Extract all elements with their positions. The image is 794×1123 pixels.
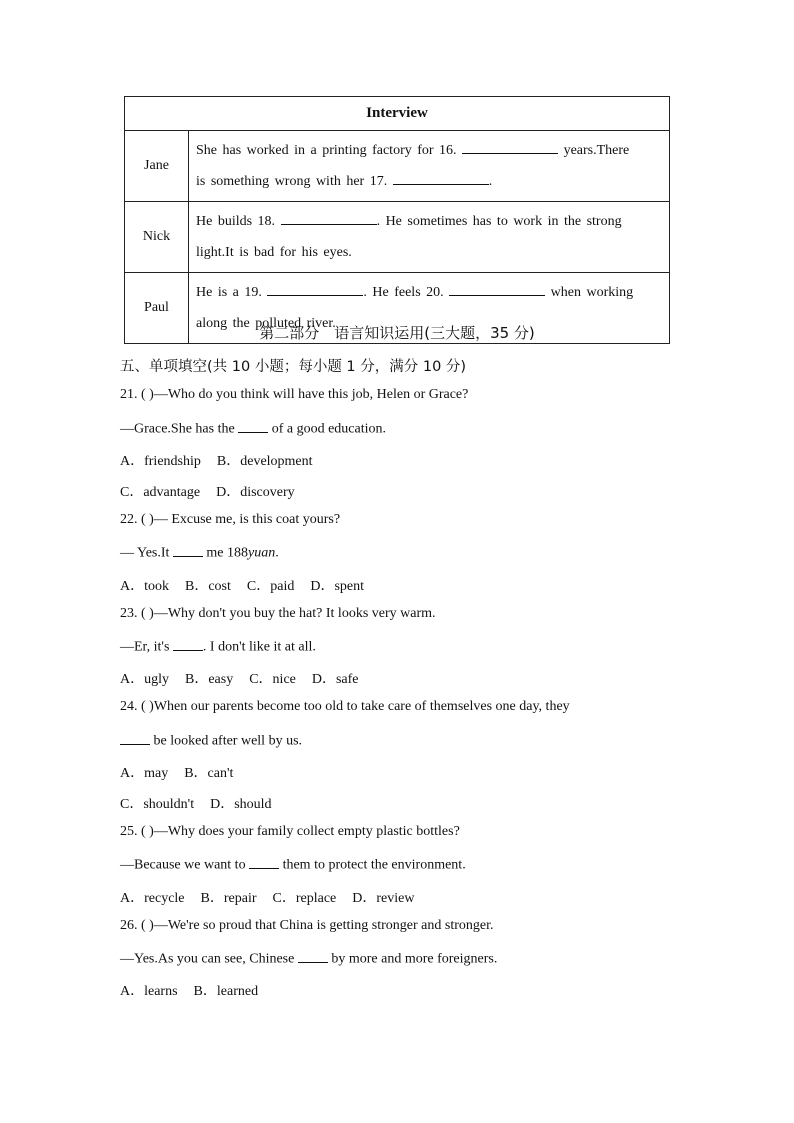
text: . I don't like it at all.	[202, 639, 316, 655]
text: She has worked in a printing factory for 16.	[196, 143, 457, 158]
row-name: Nick	[125, 202, 189, 273]
text: . He feels 20.	[363, 285, 444, 300]
option-c: C．advantage	[120, 485, 201, 500]
option-d: D．safe	[311, 672, 359, 687]
text: along the polluted river.	[196, 316, 336, 331]
row-name: Jane	[125, 131, 189, 202]
answer-blank-17	[393, 171, 489, 185]
question-21-stem: 21. ( )—Who do you think will have this job, Helen or Grace?	[120, 387, 469, 402]
option-b: B．learned	[193, 984, 259, 999]
question-22-stem: 22. ( )— Excuse me, is this coat yours?	[120, 512, 341, 527]
option-a: A．took	[120, 579, 169, 594]
answer-blank	[173, 637, 203, 651]
option-b: B．repair	[200, 891, 257, 906]
table-title: Interview	[125, 97, 670, 131]
option-b: B．cost	[185, 579, 231, 594]
part-title: 第二部分 语言知识运用(三大题，35 分)	[259, 324, 535, 342]
question-24-stem: 24. ( )When our parents become too old to take care of themselves one day, they	[120, 699, 570, 714]
question-25-options	[120, 887, 672, 907]
text: .	[488, 174, 493, 189]
text: —Er, it's	[120, 639, 170, 655]
answer-blank	[298, 949, 328, 963]
question-21-options	[120, 481, 672, 501]
answer-blank	[173, 543, 203, 557]
text: light.It is bad for his eyes.	[196, 245, 352, 260]
row-content	[189, 202, 670, 273]
answer-blank	[120, 731, 150, 745]
row-content	[189, 131, 670, 202]
option-b: B．can't	[184, 766, 234, 781]
option-a: A．may	[120, 766, 169, 781]
text: He builds 18.	[196, 214, 276, 229]
text: He is a 19.	[196, 285, 262, 300]
interview-table	[124, 96, 670, 344]
option-a: A．recycle	[120, 891, 185, 906]
option-c: C．replace	[272, 891, 337, 906]
question-22-line2	[120, 543, 672, 562]
text: is something wrong with her 17.	[196, 174, 388, 189]
option-d: D．should	[210, 797, 272, 812]
question-23-stem: 23. ( )—Why don't you buy the hat? It looks very warm.	[120, 606, 436, 621]
question-23-options	[120, 668, 672, 688]
question-25-line2	[120, 855, 672, 874]
option-a: A．learns	[120, 984, 178, 999]
text: them to protect the environment.	[282, 857, 466, 873]
question-23-line2	[120, 637, 672, 656]
table-row	[125, 131, 670, 202]
text: by more and more foreigners.	[331, 951, 498, 967]
option-d: D．review	[352, 891, 415, 906]
text: . He sometimes has to work in the strong	[376, 214, 622, 229]
text: when working	[550, 285, 634, 300]
answer-blank	[249, 855, 279, 869]
question-24-options	[120, 762, 672, 782]
option-d: D．discovery	[216, 485, 295, 500]
answer-blank	[238, 419, 268, 433]
question-24-line2	[120, 731, 672, 750]
answer-blank-20	[449, 282, 545, 296]
question-26-options	[120, 980, 672, 1000]
question-26-line2	[120, 949, 672, 968]
question-25-stem: 25. ( )—Why does your family collect empty plastic bottles?	[120, 824, 460, 839]
row-name: Paul	[125, 273, 189, 344]
text: — Yes.It	[120, 545, 170, 561]
text: be looked after well by us.	[153, 733, 303, 749]
text: —Grace.She has the	[120, 421, 235, 437]
question-26-stem: 26. ( )—We're so proud that China is getting stronger and stronger.	[120, 918, 494, 933]
text: yuan	[248, 545, 276, 561]
question-21-options	[120, 450, 672, 470]
option-c: C．nice	[249, 672, 296, 687]
text: —Because we want to	[120, 857, 246, 873]
text: me 188	[206, 545, 249, 561]
section-title: 五、单项填空(共 10 小题；每小题 1 分，满分 10 分)	[120, 359, 467, 375]
table-row	[125, 202, 670, 273]
option-a: A．friendship	[120, 454, 201, 469]
option-d: D．spent	[310, 579, 365, 594]
option-c: C．shouldn't	[120, 797, 195, 812]
text: of a good education.	[271, 421, 386, 437]
option-c: C．paid	[246, 579, 295, 594]
text: years.There	[563, 143, 630, 158]
text: .	[275, 545, 279, 561]
answer-blank-19	[267, 282, 363, 296]
question-21-line2	[120, 419, 672, 438]
option-b: B．development	[216, 454, 313, 469]
question-22-options	[120, 575, 672, 595]
option-b: B．easy	[185, 672, 234, 687]
answer-blank-16	[462, 140, 558, 154]
option-a: A．ugly	[120, 672, 169, 687]
text: —Yes.As you can see, Chinese	[120, 951, 295, 967]
answer-blank-18	[281, 211, 377, 225]
question-24-options	[120, 793, 672, 813]
